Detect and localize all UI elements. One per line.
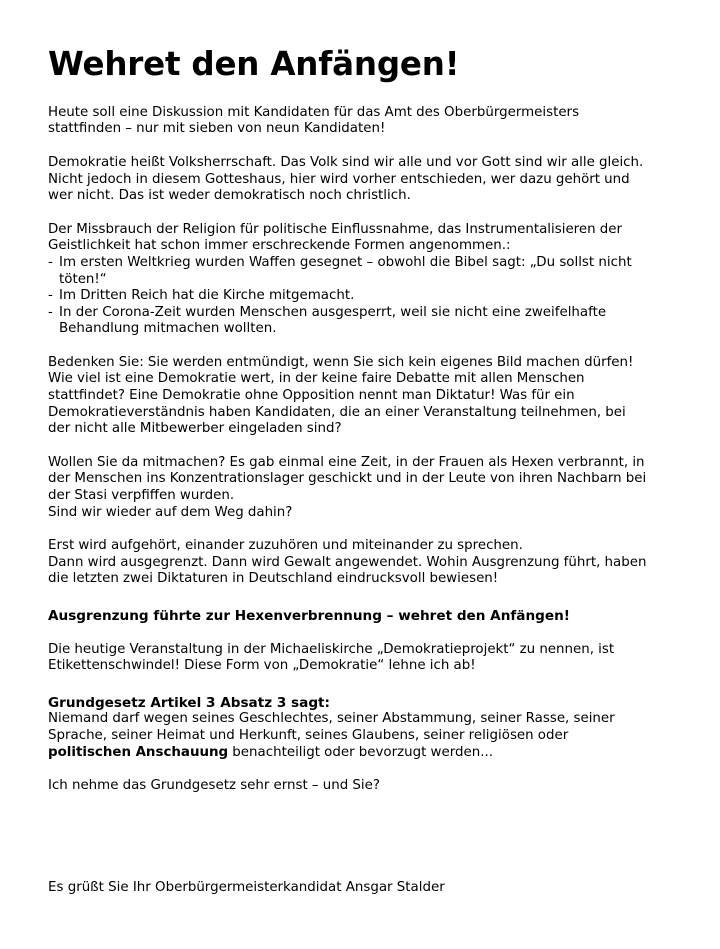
sign-off-line: Es grüßt Sie Ihr Oberbürgermeisterkandidat Ansgar Stalder — [48, 880, 445, 895]
list-item — [48, 305, 648, 338]
basic-law-text-emphasis: politischen Anschauung — [48, 744, 229, 760]
list-item — [48, 255, 648, 288]
paragraph-event: Die heutige Veranstaltung in der Michaeliskirche „Demokratieprojekt“ zu nennen, ist Etikettenschwindel! Diese Form von „Demokratie“ lehne ich ab! — [48, 641, 615, 674]
list-bullet-marker: - — [48, 254, 53, 270]
heading-exclusion: Ausgrenzung führte zur Hexenverbrennung – wehret den Anfängen! — [48, 608, 570, 624]
paragraph-democracy: Demokratie heißt Volksherrschaft. Das Volk sind wir alle und vor Gott sind wir alle gleich. Nicht jedoch in diesem Gotteshaus, hier wird vorher entschieden, wer dazu gehört und wer nicht. Das ist weder demokratisch noch christlich. — [48, 154, 644, 204]
paragraph-escalation-second: Dann wird ausgegrenzt. Dann wird Gewalt angewendet. Wohin Ausgrenzung führt, haben die letzten zwei Diktaturen in Deutschland eindrucksvoll bewiesen! — [48, 554, 647, 587]
page-title: Wehret den Anfängen! — [48, 45, 460, 83]
list-item — [48, 288, 648, 305]
basic-law-text-lead: Niemand darf wegen seines Geschlechtes, seiner Abstammung, seiner Rasse, seiner Sprache, seiner Heimat und Herkunft, seines Glaubens, seiner religiösen oder — [48, 711, 615, 743]
list-bullet-marker: - — [48, 304, 53, 320]
paragraph-intro: Heute soll eine Diskussion mit Kandidaten für das Amt des Oberbürgermeisters stattfinden – nur mit sieben von neun Kandidaten! — [48, 104, 580, 137]
paragraph-basic-law — [48, 711, 648, 761]
basic-law-text-tail: benachteiligt oder bevorzugt werden... — [228, 744, 493, 760]
list-item-text: Im ersten Weltkrieg wurden Waffen gesegnet – obwohl die Bibel sagt: „Du sollst nicht töten!“ — [59, 254, 632, 287]
examples-list — [48, 255, 648, 338]
paragraph-misuse-intro: Der Missbrauch der Religion für politische Einflussnahme, das Instrumentalisieren der Geistlichkeit hat schon immer erschreckende Formen angenommen.: — [48, 221, 623, 254]
list-item-text: In der Corona-Zeit wurden Menschen ausgesperrt, weil sie nicht eine zweifelhafte Behandlung mitmachen wollten. — [59, 304, 607, 337]
list-item-text: Im Dritten Reich hat die Kirche mitgemacht. — [59, 288, 355, 304]
paragraph-participate-first: Wollen Sie da mitmachen? Es gab einmal eine Zeit, in der Frauen als Hexen verbrannt, in der Menschen ins Konzentrationslager geschickt und in der Leute von ihren Nachbarn bei der Stasi verpfiffen wurden. — [48, 454, 647, 504]
paragraph-consider: Bedenken Sie: Sie werden entmündigt, wenn Sie sich kein eigenes Bild machen dürfen! Wie viel ist eine Demokratie wert, in der keine faire Debatte mit allen Menschen stattfindet? Eine Demokratie ohne Opposition nennt man Diktatur! Was für ein Demokratieverständnis haben Kandidaten, die an einer Veranstaltung teilnehmen, bei der nicht alle Mitbewerber eingeladen sind? — [48, 354, 634, 437]
list-bullet-marker: - — [48, 288, 53, 304]
paragraph-escalation-first: Erst wird aufgehört, einander zuzuhören und miteinander zu sprechen. — [48, 538, 523, 554]
paragraph-participate-second: Sind wir wieder auf dem Weg dahin? — [48, 504, 293, 520]
heading-basic-law: Grundgesetz Artikel 3 Absatz 3 sagt: — [48, 694, 330, 711]
paragraph-serious: Ich nehme das Grundgesetz sehr ernst – und Sie? — [48, 778, 380, 794]
